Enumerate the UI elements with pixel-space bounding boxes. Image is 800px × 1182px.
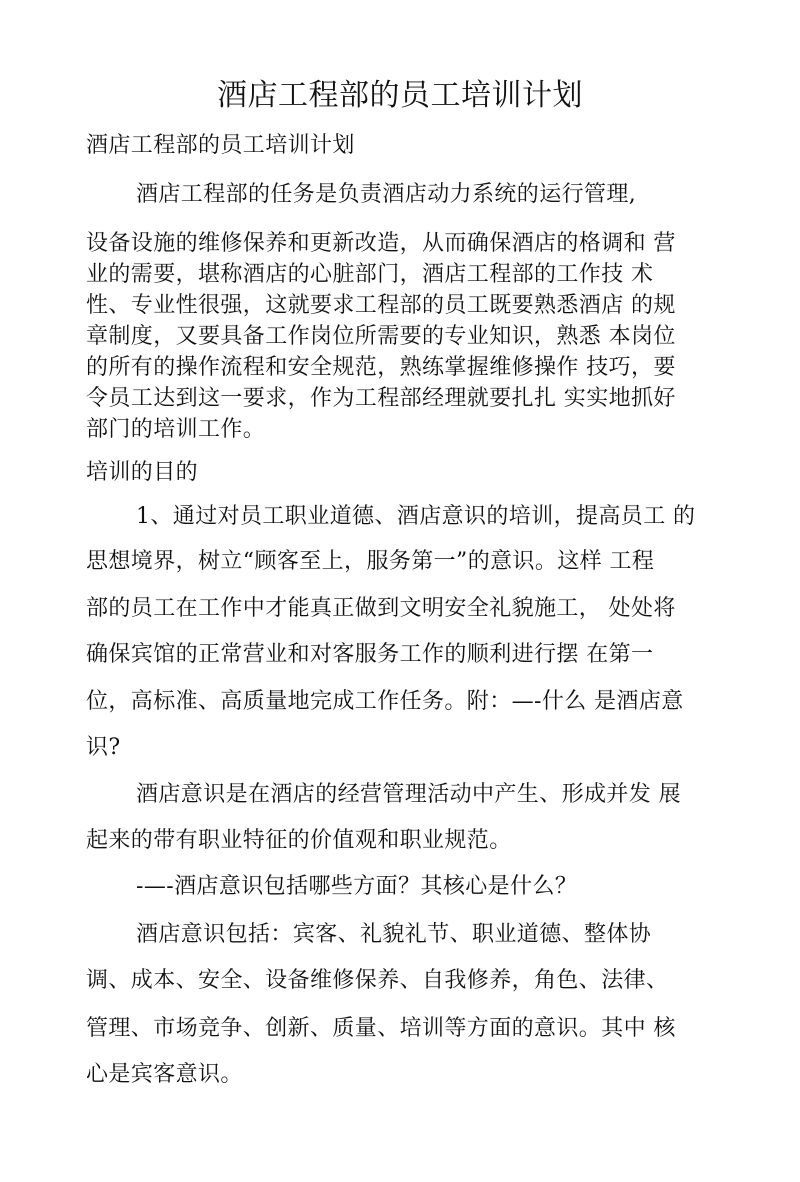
point1-line: 思想境界，树立“顾客至上，服务第一”的意识。这样 工程: [86, 549, 655, 574]
document-subtitle: 酒店工程部的员工培训计划: [86, 133, 355, 158]
answer-line: 心是宾客意识。: [86, 1062, 243, 1087]
intro-line: 设备设施的维修保养和更新改造，从而确保酒店的格调和 营: [86, 231, 676, 256]
intro-line: 令员工达到这一要求，作为工程部经理就要扎扎 实实地抓好: [86, 386, 676, 411]
intro-line: 部门的培训工作。: [86, 417, 266, 442]
intro-line: 业的需要，堪称酒店的心脏部门，酒店工程部的工作技 术: [86, 262, 654, 287]
point1-line: 1、通过对员工职业道德、酒店意识的培训，提高员工 的: [136, 504, 696, 529]
definition-line: 酒店意识是在酒店的经营管理活动中产生、形成并发 展: [136, 782, 681, 807]
intro-line: 章制度，又要具备工作岗位所需要的专业知识，熟悉 本岗位: [86, 324, 676, 349]
point1-line: 确保宾馆的正常营业和对客服务工作的顺利进行摆 在第一: [86, 642, 654, 667]
intro-line: 性、专业性很强，这就要求工程部的员工既要熟悉酒店 的规: [86, 293, 676, 318]
definition-line: 起来的带有职业特征的价值观和职业规范。: [86, 828, 512, 853]
point1-line: 部的员工在工作中才能真正做到文明安全礼貌施工， 处处将: [86, 596, 676, 621]
question-line: -—-酒店意识包括哪些方面？其核心是什么？: [136, 874, 578, 899]
answer-line: 调、成本、安全、设备维修保养、自我修养，角色、法律、: [86, 968, 669, 993]
intro-line: 酒店工程部的任务是负责酒店动力系统的运行管理,: [136, 182, 637, 207]
section-heading: 培训的目的: [86, 460, 199, 485]
point1-line: 识?: [86, 735, 121, 760]
point1-line: 位，高标准、高质量地完成工作任务。附：—-什么 是酒店意: [86, 689, 684, 714]
answer-line: 管理、市场竞争、创新、质量、培训等方面的意识。其中 核: [86, 1016, 676, 1041]
intro-line: 的所有的操作流程和安全规范，熟练掌握维修操作 技巧，要: [86, 355, 676, 380]
document-title: 酒店工程部的员工培训计划: [217, 78, 583, 113]
answer-line: 酒店意识包括：宾客、礼貌礼节、职业道德、整体协: [136, 922, 652, 947]
